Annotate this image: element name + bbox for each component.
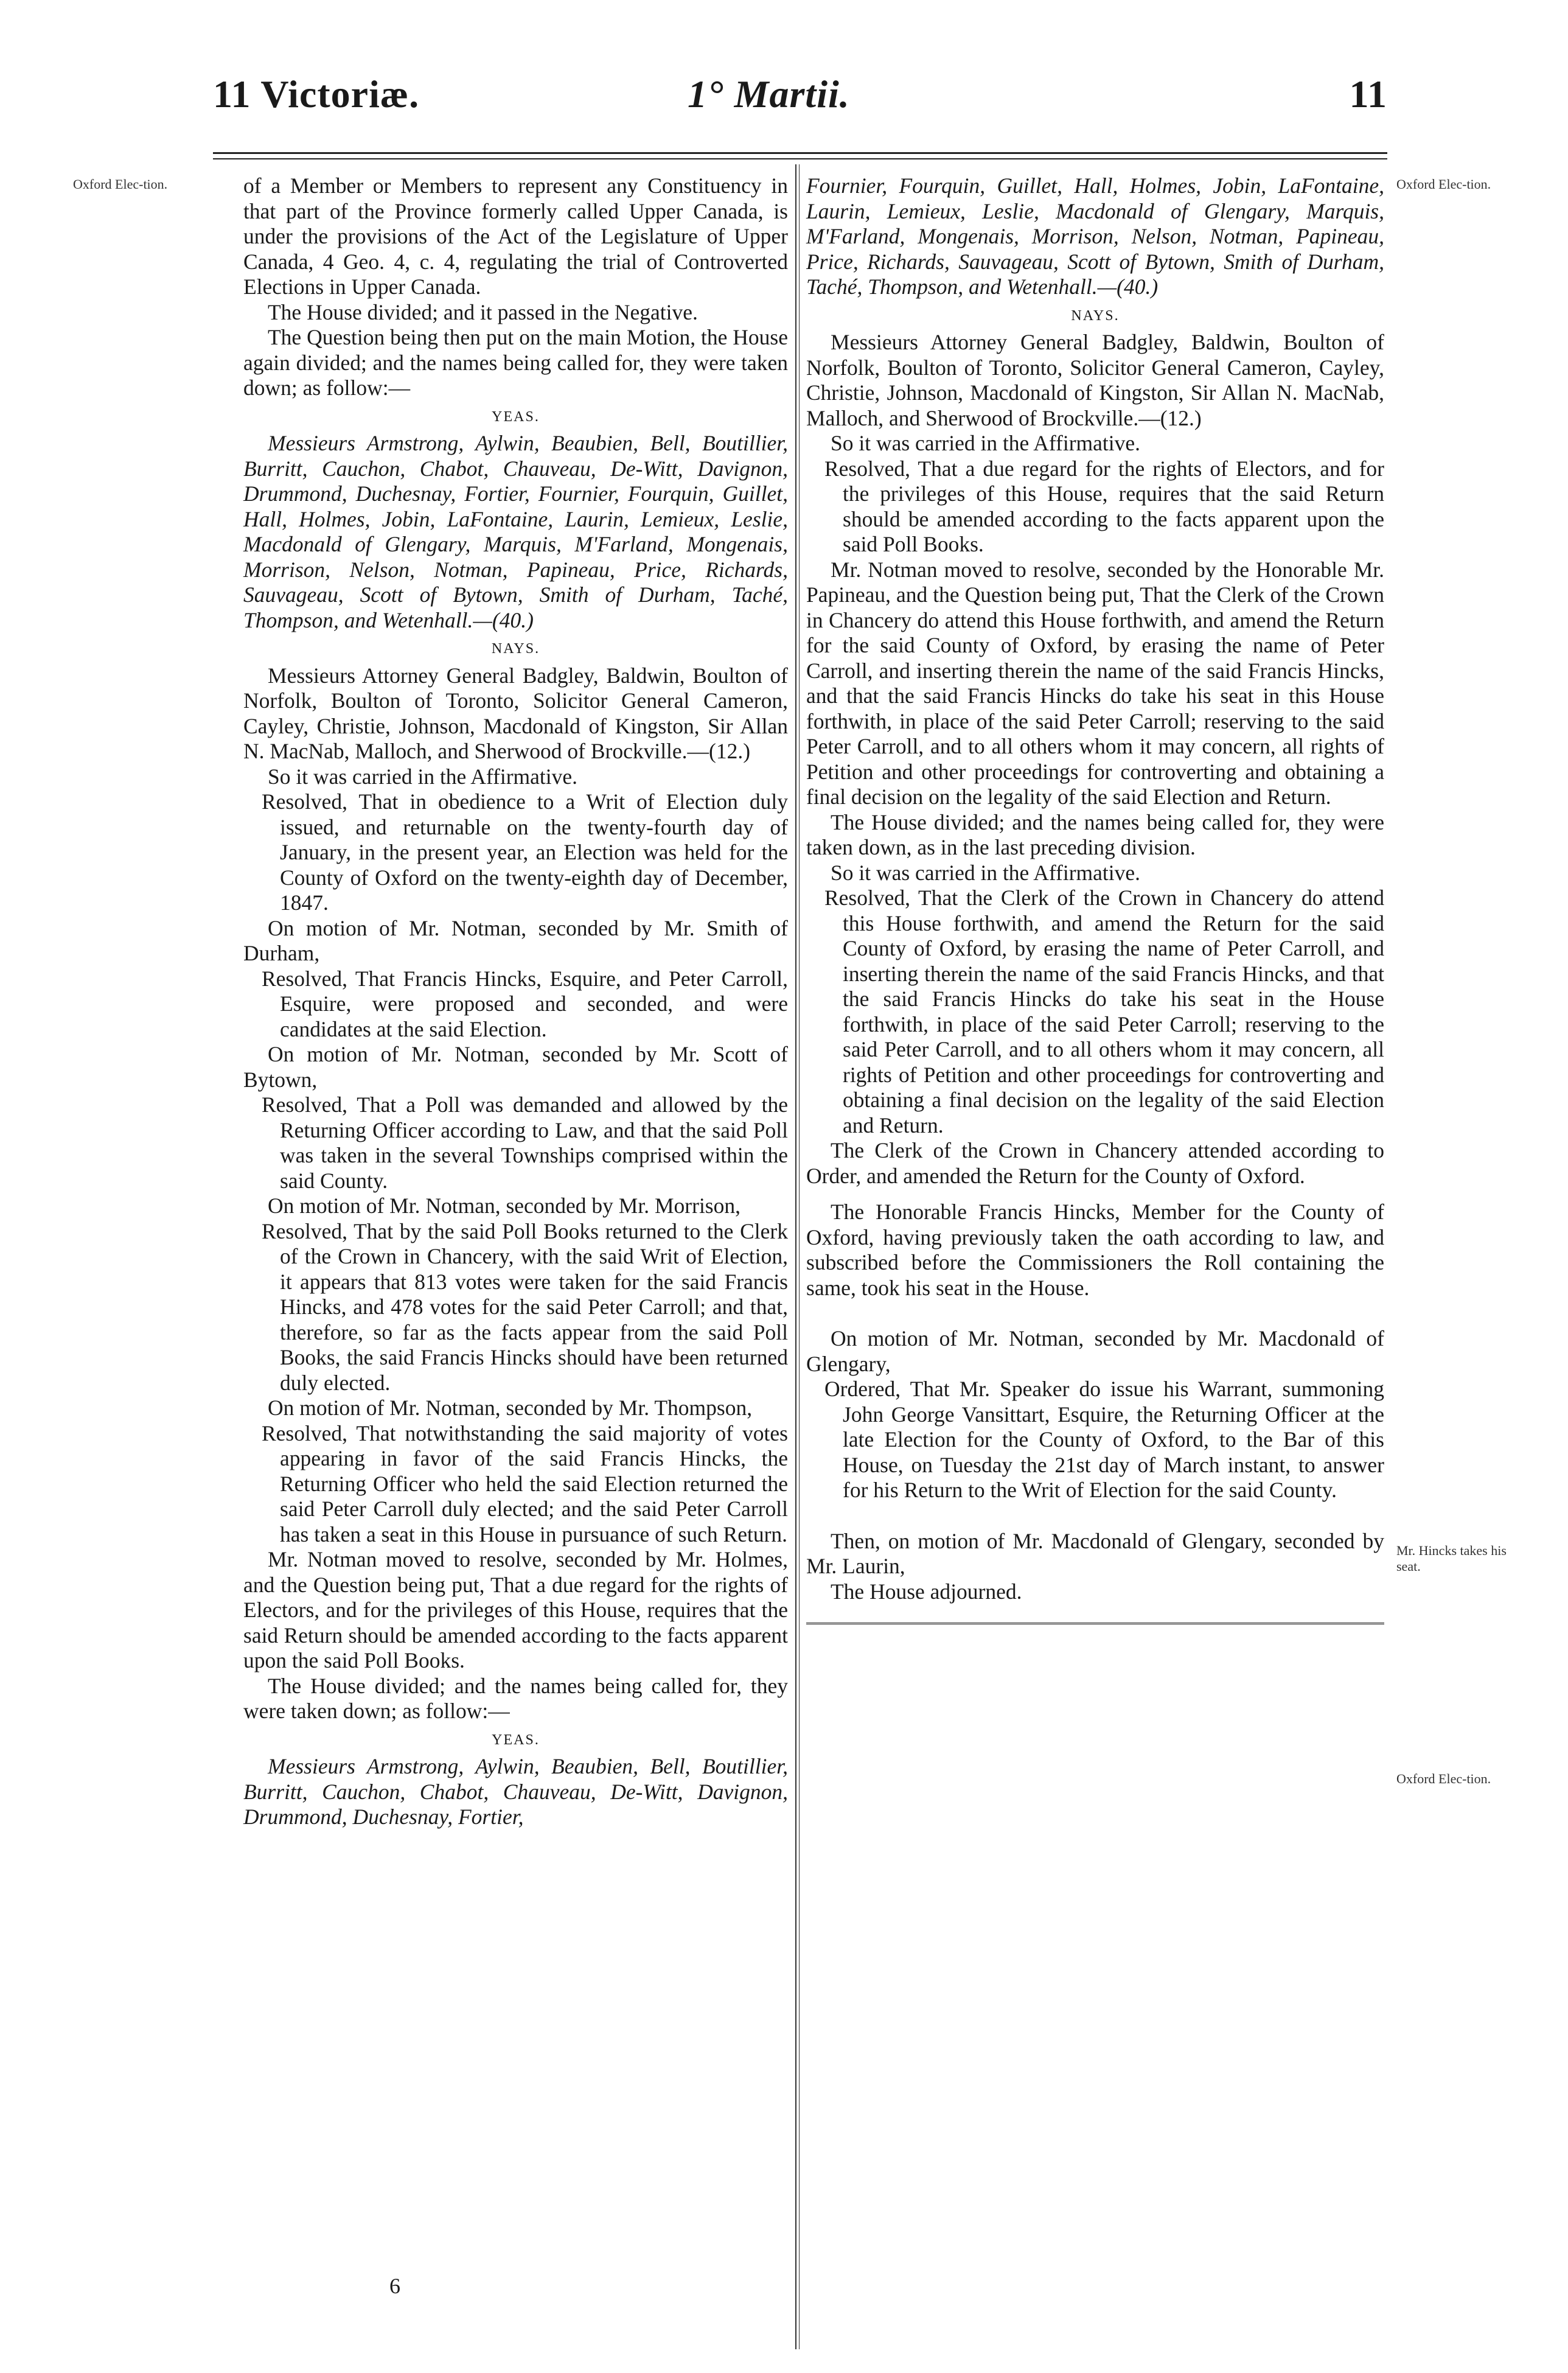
yeas-list-continued: Fournier, Fourquin, Guillet, Hall, Holmes, Jobin, LaFontaine, Laurin, Lemieux, Leslie, Macdonald of Glengary, Marquis, M'Farland, Mongenais, Morrison, Nelson, Notman, Papineau, Price, Richards, Sauvageau, Scott of Bytown, Smith of Durham, Taché, Thompson, and Wetenhall.—(40.) [806,173,1384,299]
yeas-heading: YEAS. [492,1732,540,1748]
yeas-list: Messieurs Armstrong, Aylwin, Beaubien, Bell, Boutillier, Burritt, Cauchon, Chabot, Chauveau, De-Witt, Davignon, Drummond, Duchesnay, Fortier, Fournier, Fourquin, Guillet, Hall, Holmes, Jobin, LaFontaine, Laurin, Lemieux, Leslie, Macdonald of Glengary, Marquis, M'Farland, Mongenais, Morrison, Nelson, Notman, Papineau, Price, Richards, Sauvageau, Scott of Bytown, Smith of Durham, Taché, Thompson, and Wetenhall.—(40.) [243,431,788,632]
left-paragraph: The Question being then put on the main Motion, the House again divided; and the names being called for, they were taken down; as follow:— [243,325,788,400]
closing-rule [806,1623,1384,1624]
right-paragraph: The House adjourned. [831,1579,1022,1604]
order: Ordered, That Mr. Speaker do issue his Warrant, summoning John George Vansittart, Esquire, the Returning Officer at the late Election for the County of Oxford, to the Bar of this House, on Tuesday the 21st day of March instant, to answer for his Return to the Writ of Election for the said County. [824,1377,1384,1502]
motion: On motion of Mr. Notman, seconded by Mr. Thompson, [268,1396,753,1420]
margin-note-oxford-election-warrant: Oxford Elec-tion. [1396,1771,1491,1786]
nays-list: Messieurs Attorney General Badgley, Baldwin, Boulton of Norfolk, Boulton of Toronto, Solicitor General Cameron, Cayley, Christie, Johnson, Macdonald of Kingston, Sir Allan N. MacNab, Malloch, and Sherwood of Brockville.—(12.) [806,330,1384,430]
nays-heading: NAYS. [1071,307,1120,324]
right-paragraph: The Honorable Francis Hincks, Member for the County of Oxford, having previously taken the oath according to law, and subscribed before the Commissioners the Roll containing the same, took his seat in the House. [806,1200,1384,1300]
margin-note-oxford-election-right: Oxford Elec-tion. [1396,176,1491,192]
margin-note-mr-hincks: Mr. Hincks takes his seat. [1396,1543,1507,1574]
resolution: Resolved, That a due regard for the rights of Electors, and for the privileges of this House, requires that the said Return should be amended according to the facts apparent upon the said Poll Books. [824,456,1384,556]
resolution: Resolved, That notwithstanding the said majority of votes appearing in favor of the said Francis Hincks, the Returning Officer who held the said Election returned the said Peter Carroll duly elected; and the said Peter Carroll has taken a seat in this House in pursuance of such Return. [262,1421,788,1546]
left-paragraph: So it was carried in the Affirmative. [268,764,578,789]
page-header [213,72,1387,127]
yeas-heading: YEAS. [492,408,540,425]
header-rule-secondary [213,158,1387,159]
spacer [806,1503,1384,1529]
resolution: Resolved, That the Clerk of the Crown in Chancery do attend this House forthwith, and amend the Return for the said County of Oxford, by erasing the name of Peter Carroll, and inserting therein the name of the said Francis Hincks, and that the said Francis Hincks do take his seat in the House forthwith, in place of the said Peter Carroll; reserving to the said Peter Carroll, and to all others whom it may concern, all rights of Petition and other proceedings for controverting and obtaining a final decision on the legality of the said Election and Return. [824,886,1384,1138]
resolution: Resolved, That by the said Poll Books returned to the Clerk of the Crown in Chancery, with the said Writ of Election, it appears that 813 votes were taken for the said Francis Hincks, and 478 votes for the said Peter Carroll; and that, therefore, so far as the facts appear from the said Poll Books, the said Francis Hincks should have been returned duly elected. [262,1218,788,1395]
motion: Mr. Notman moved to resolve, seconded by the Honorable Mr. Papineau, and the Question being put, That the Clerk of the Crown in Chancery do attend this House forthwith, and amend the Return for the said County of Oxford, by erasing the name of Peter Carroll, and inserting therein the name of the said Francis Hincks, and that the said Francis Hincks do take his seat in this House forthwith, in place of the said Peter Carroll; reserving to the said Peter Carroll, and to all others whom it may concern, all rights of Petition and other proceedings for controverting and obtaining a final decision on the legality of the said Election and Return. [806,557,1384,809]
resolution: Resolved, That in obedience to a Writ of Election duly issued, and returnable on the twenty-fourth day of January, in the present year, an Election was held for the County of Oxford on the twenty-eighth day of December, 1847. [262,789,788,915]
spacer [806,1189,1384,1200]
header-rule [213,152,1387,154]
header-date [688,72,850,117]
left-column [243,173,788,1830]
right-paragraph: The Clerk of the Crown in Chancery attended according to Order, and amended the Return for the County of Oxford. [806,1138,1384,1188]
resolution: Resolved, That Francis Hincks, Esquire, and Peter Carroll, Esquire, were proposed and seconded, and were candidates at the said Election. [262,966,788,1041]
yeas-list: Messieurs Armstrong, Aylwin, Beaubien, Bell, Boutillier, Burritt, Cauchon, Chabot, Chauveau, De-Witt, Davignon, Drummond, Duchesnay, Fortier, [243,1754,788,1829]
margin-note-oxford-election-left: Oxford Elec-tion. [73,176,168,192]
left-paragraph: The House divided; and the names being called for, they were taken down; as follow:— [243,1673,788,1723]
header-page-number: 11 [1349,72,1387,116]
right-paragraph: So it was carried in the Affirmative. [831,431,1141,455]
motion: Then, on motion of Mr. Macdonald of Glengary, seconded by Mr. Laurin, [806,1528,1384,1578]
column-divider-inner [799,164,800,2349]
resolution: Resolved, That a Poll was demanded and allowed by the Returning Officer according to Law, and that the said Poll was taken in the several Townships comprised within the said County. [262,1092,788,1193]
motion: On motion of Mr. Notman, seconded by Mr. Morrison, [268,1193,740,1218]
header-date-text: 1° Martii. [688,72,850,116]
motion: On motion of Mr. Notman, seconded by Mr. Smith of Durham, [243,915,788,965]
motion: On motion of Mr. Notman, seconded by Mr. Macdonald of Glengary, [806,1326,1384,1376]
right-paragraph: The House divided; and the names being called for, they were taken down, as in the last preceding division. [806,809,1384,859]
motion: Mr. Notman moved to resolve, seconded by Mr. Holmes, and the Question being put, That a due regard for the rights of Electors, and for the privileges of this House, requires that the said Return should be amended according to the facts apparent upon the said Poll Books. [243,1547,788,1672]
left-paragraph: The House divided; and it passed in the Negative. [268,299,698,324]
column-divider [795,164,796,2349]
nays-heading: NAYS. [491,641,540,657]
motion: On motion of Mr. Notman, seconded by Mr. Scott of Bytown, [243,1042,788,1092]
right-paragraph: So it was carried in the Affirmative. [831,860,1141,885]
spacer [806,1301,1384,1326]
printer-signature: 6 [389,2274,400,2298]
left-paragraph: of a Member or Members to represent any Constituency in that part of the Province formerly called Upper Canada, is under the provisions of the Act of the Legislature of Upper Canada, 4 Geo. 4, c. 4, regulating the trial of Controverted Elections in Upper Canada. [243,173,788,299]
header-regnal-year: 11 Victoriæ. [213,72,420,116]
right-column [806,173,1384,1624]
nays-list: Messieurs Attorney General Badgley, Baldwin, Boulton of Norfolk, Boulton of Toronto, Solicitor General Cameron, Cayley, Christie, Johnson, Macdonald of Kingston, Sir Allan N. MacNab, Malloch, and Sherwood of Brockville.—(12.) [243,663,788,763]
